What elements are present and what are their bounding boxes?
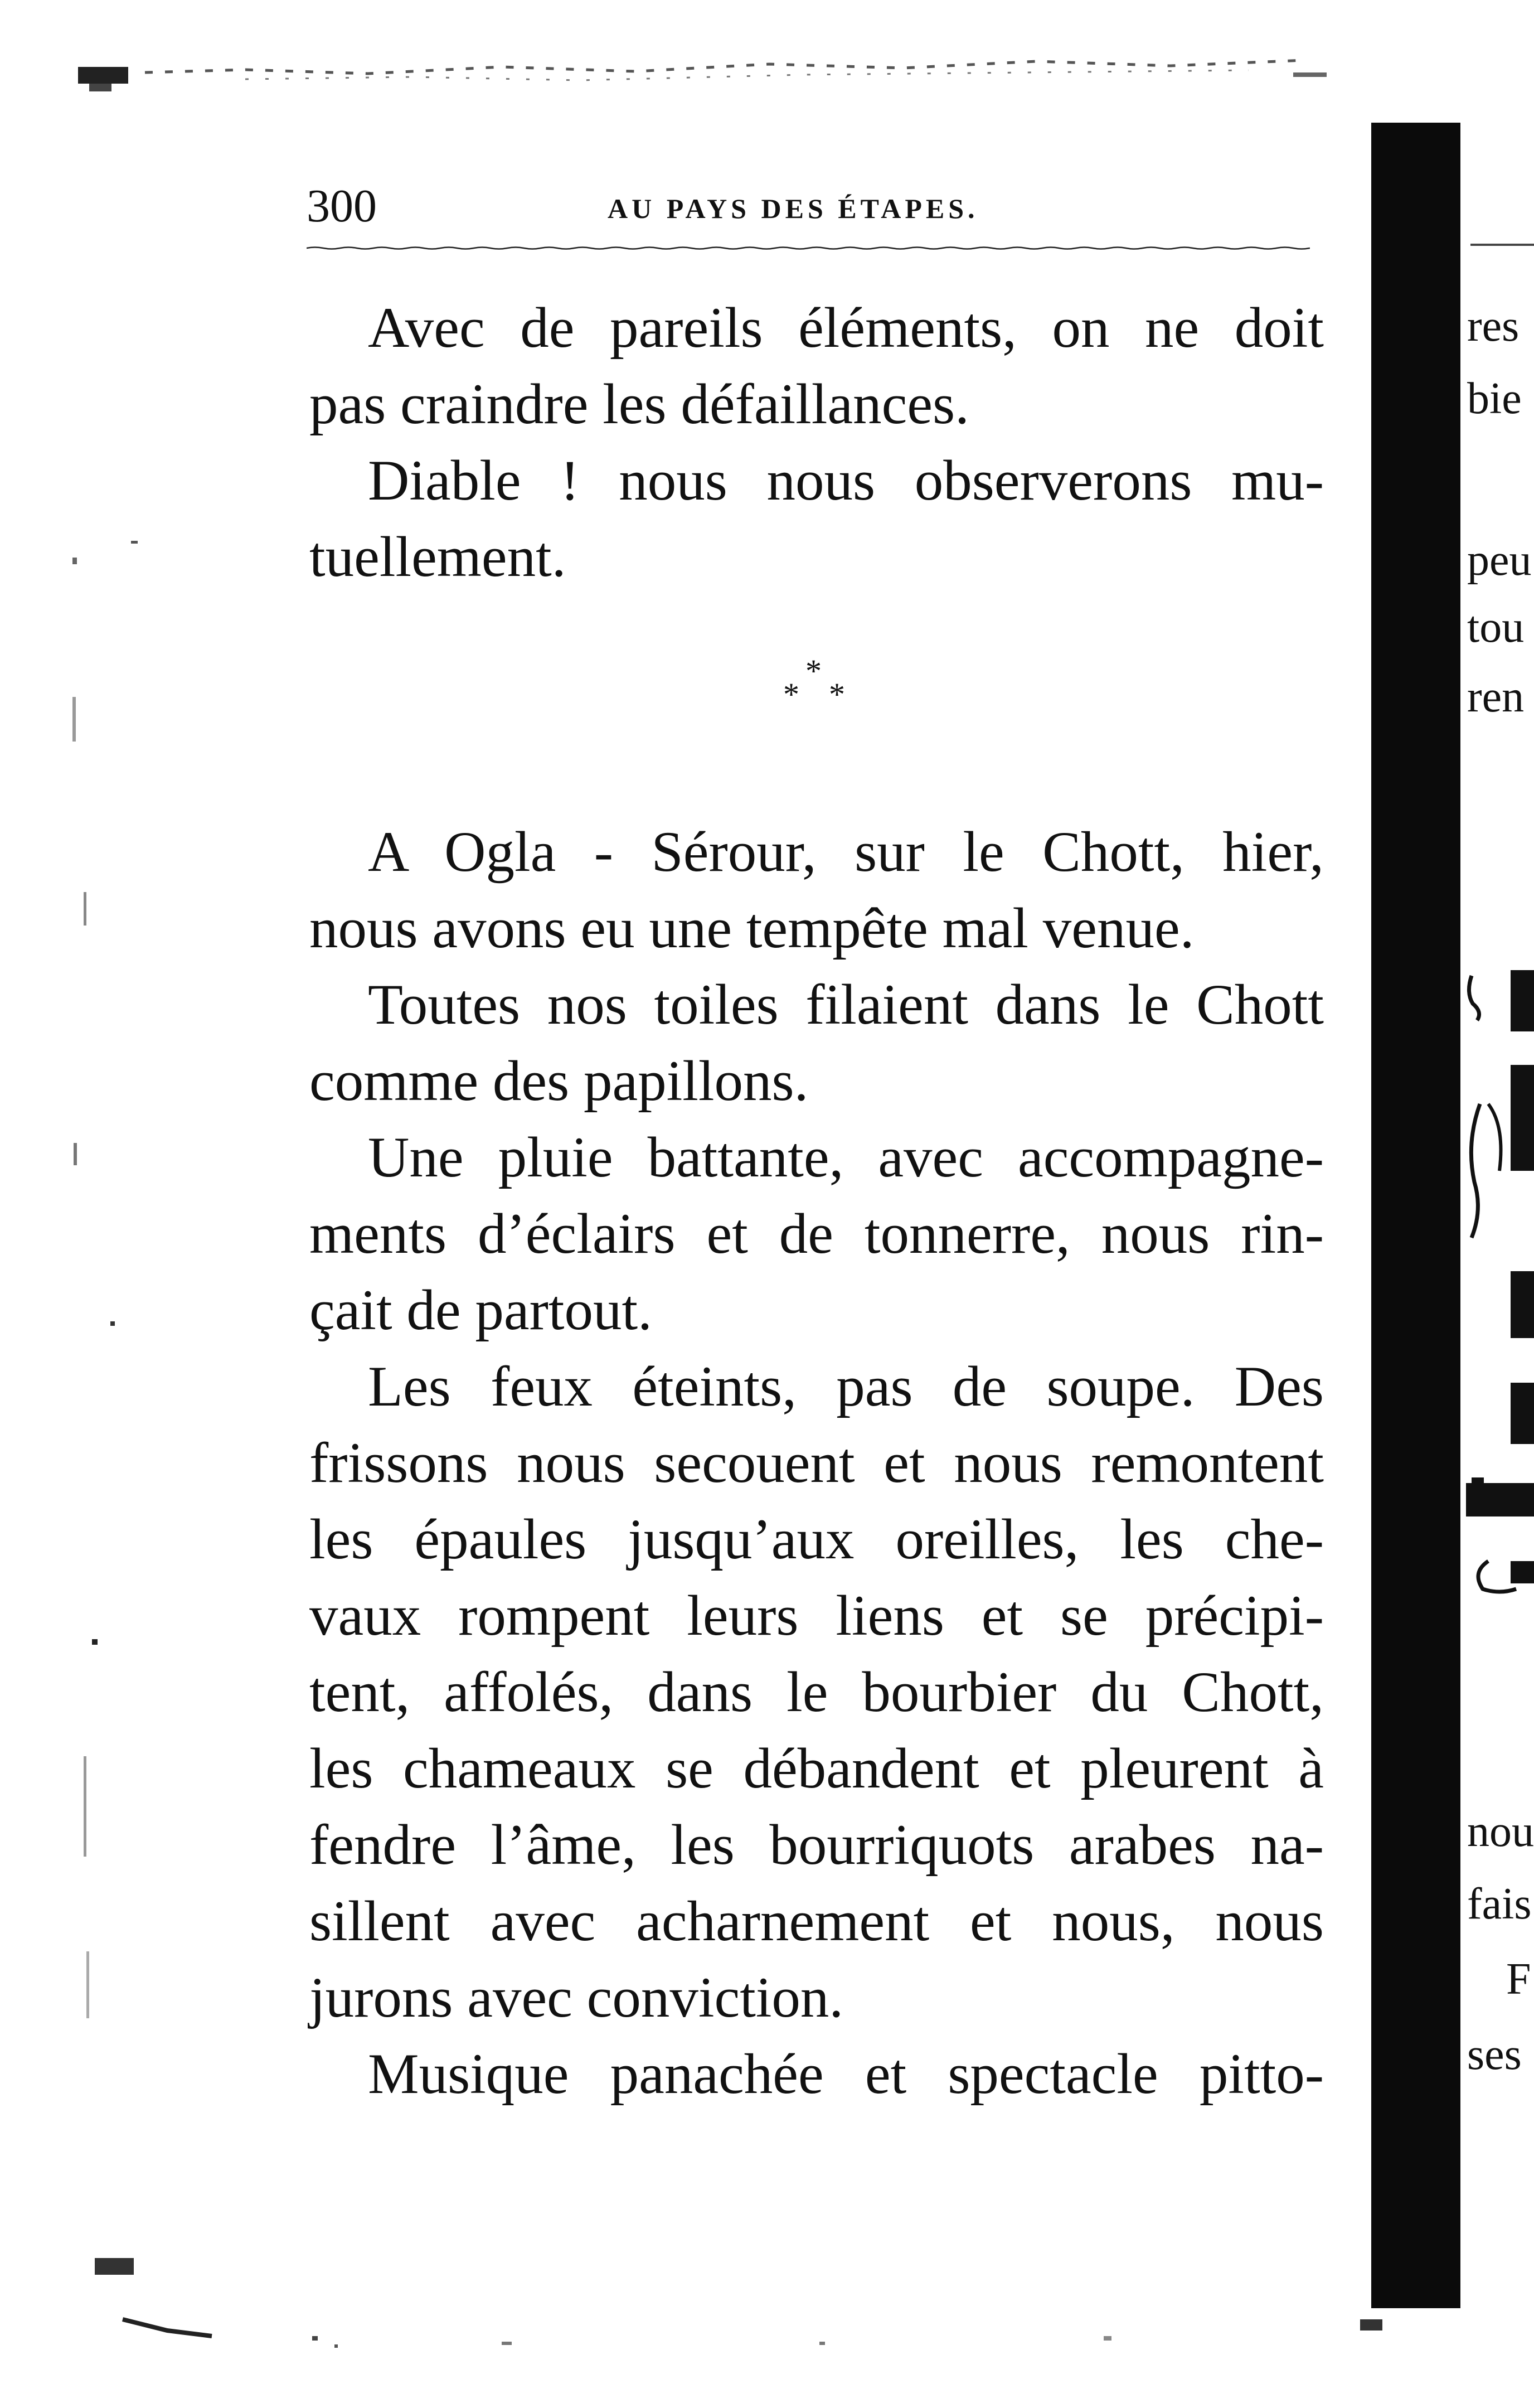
paragraph-6-line-6: les chameaux se débandent et pleurent à	[309, 1737, 1324, 1800]
paragraph-2-line-1: Diable ! nous nous observerons mu-	[368, 449, 1324, 512]
paragraph-4-line-1: Toutes nos toiles filaient dans le Chott	[368, 973, 1324, 1036]
next-page-fragment: F	[1506, 1955, 1531, 2004]
next-page-fragment: peu	[1467, 536, 1532, 585]
paragraph-1-line-1: Avec de pareils éléments, on ne doit	[368, 296, 1324, 360]
adjacent-page-strip	[1466, 0, 1534, 2408]
next-page-fragment: fais	[1467, 1879, 1532, 1929]
next-page-fragment: res	[1467, 302, 1520, 351]
next-page-illustration-fragment	[1466, 959, 1534, 1740]
running-head-title: AU PAYS DES ÉTAPES.	[608, 193, 979, 224]
header-rule	[307, 246, 1310, 250]
page-number: 300	[307, 180, 377, 232]
paragraph-6-line-3: les épaules jusqu’aux oreilles, les che-	[309, 1508, 1324, 1571]
paragraph-5-line-2: ments d’éclairs et de tonnerre, nous rin-	[309, 1202, 1324, 1266]
paragraph-7-line-1: Musique panachée et spectacle pitto-	[368, 2042, 1324, 2106]
text-block-upper	[309, 290, 1324, 595]
paragraph-6-line-1: Les feux éteints, pas de soupe. Des	[368, 1355, 1324, 1418]
paragraph-3-line-2: nous avons eu une tempête mal venue.	[309, 897, 1195, 960]
next-page-fragment: nou	[1467, 1807, 1534, 1856]
asterism-section-break: * * *	[783, 653, 845, 713]
running-head	[307, 176, 1321, 243]
next-page-fragment: tou	[1467, 603, 1525, 652]
paragraph-5-line-3: çait de partout.	[309, 1278, 652, 1342]
paragraph-5-line-1: Une pluie battante, avec accompagne-	[368, 1126, 1324, 1189]
text-block-lower	[309, 814, 1324, 2113]
next-page-fragment: ren	[1467, 672, 1525, 721]
next-page-fragment: bie	[1467, 374, 1522, 423]
paragraph-6-line-7: fendre l’âme, les bourriquots arabes na-	[309, 1813, 1324, 1877]
paragraph-6-line-5: tent, affolés, dans le bourbier du Chott,	[309, 1660, 1324, 1724]
paragraph-3-line-1: A Ogla - Sérour, sur le Chott, hier,	[368, 820, 1324, 884]
paragraph-1-line-2: pas craindre les défaillances.	[309, 372, 969, 436]
scan-edge-noise-bottom	[100, 2297, 1438, 2381]
page-gutter-shadow	[1371, 123, 1460, 2308]
paragraph-6-line-8: sillent avec acharnement et nous, nous	[309, 1889, 1324, 1953]
paragraph-4-line-2: comme des papillons.	[309, 1049, 809, 1113]
paragraph-6-line-4: vaux rompent leurs liens et se précipi-	[309, 1584, 1324, 1648]
next-page-header-rule	[1470, 244, 1534, 246]
scan-edge-noise-left	[61, 84, 145, 2342]
scan-edge-noise-top	[78, 33, 1338, 95]
paragraph-2-line-2: tuellement.	[309, 525, 566, 589]
next-page-fragment: ses	[1467, 2030, 1522, 2079]
paragraph-6-line-2: frissons nous secouent et nous remontent	[309, 1431, 1324, 1495]
paragraph-6-line-9: jurons avec conviction.	[309, 1966, 844, 2029]
